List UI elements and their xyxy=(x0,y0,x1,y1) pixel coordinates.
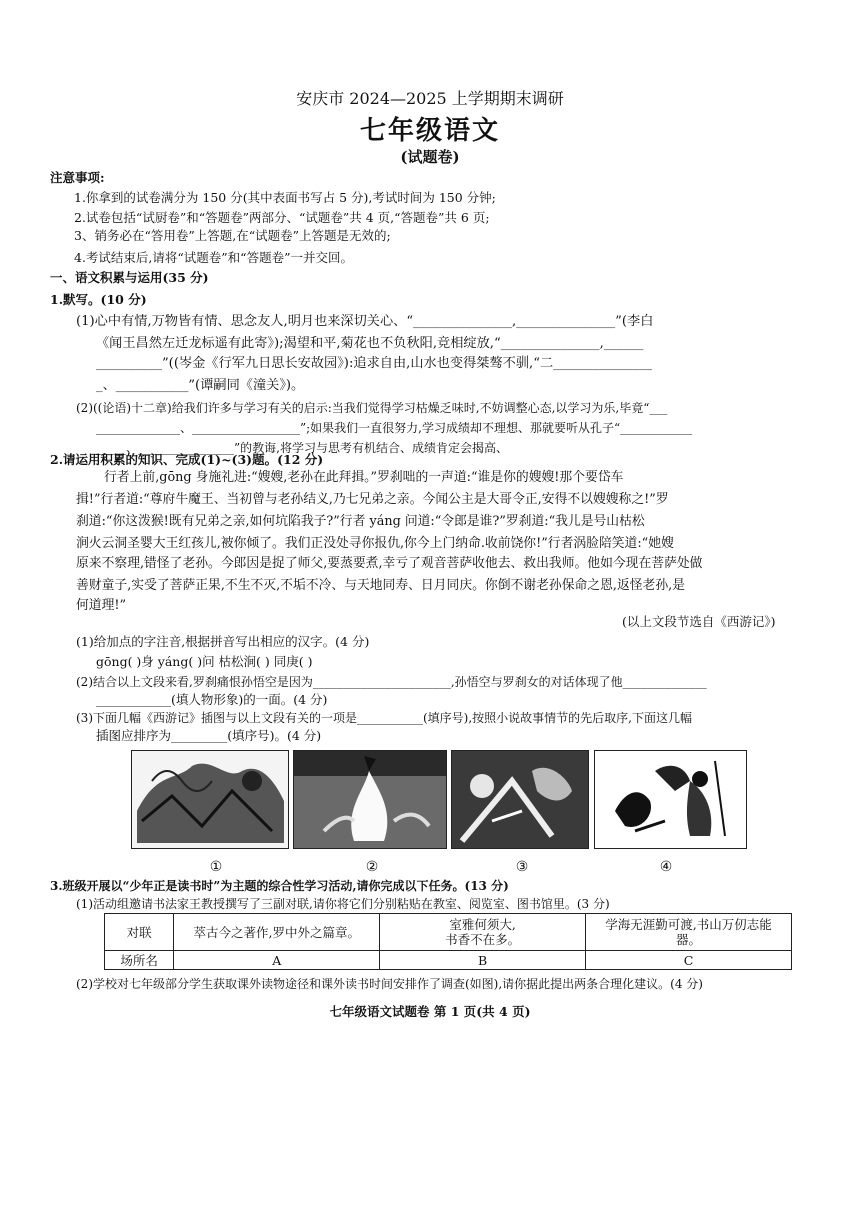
passage-line: 刹道:“你这泼猴!既有兄弟之亲,如何坑陷我子?”行者 yáng 问道:“令郎是谁?”罗刹道:“我儿是号山枯松 xyxy=(76,514,645,529)
illustration-caption: ② xyxy=(365,859,379,875)
couplet-b-line: 室雅何须大, xyxy=(449,917,516,932)
notice-item: 2.试卷包括“试厨卷”和“答题卷”两部分、“试题卷”共 4 页,“答题卷”共 6 页; xyxy=(74,210,490,225)
illustration-caption: ③ xyxy=(515,859,529,875)
exam-header-line: 安庆市 2024—2025 上学期期末调研 xyxy=(296,89,564,108)
passage-line: 行者上前,gōng 身施礼进:“嫂嫂,老孙在此拜揖。”罗刹咄的一声道:“谁是你的嫂嫂!那个要岱车 xyxy=(104,470,624,485)
passage-line: 何道理!” xyxy=(76,598,127,613)
notice-item: 4.考试结束后,请将“试题卷”和“答题卷”一并交回。 xyxy=(74,250,353,265)
page-footer: 七年级语文试题卷 第 1 页(共 4 页) xyxy=(329,1004,531,1019)
illustration-3 xyxy=(451,750,589,849)
table-cell: B xyxy=(380,951,586,970)
table-cell: 萃古今之著作,罗中外之篇章。 xyxy=(174,914,380,951)
couplet-b-line: 书香不在多。 xyxy=(445,932,521,947)
question-1-title: 1.默写。(10 分) xyxy=(50,292,147,307)
illustration-4 xyxy=(594,750,747,849)
illustration-2 xyxy=(293,750,447,849)
passage-line: 善财童子,实受了菩萨正果,不生不灭,不垢不冷、与天地同寿、日月同庆。你倒不谢老孙保命之恩,返怪老孙,是 xyxy=(76,578,685,593)
illustration-1 xyxy=(131,750,289,849)
question-1-line: _、___________”(谭嗣同《潼关》)。 xyxy=(96,378,305,393)
page-subtitle: (试题卷) xyxy=(400,148,460,166)
passage-line: 涧火云洞圣婴大王红孩儿,被你倾了。我们正没处寻你报仇,你今上门纳命.收前饶你!”行者涡脸陪笑道:“她嫂 xyxy=(76,536,674,551)
illustration-caption: ④ xyxy=(659,859,673,875)
question-1-line: ______________、__________________”;如果我们一直很努力,学习成绩却不理想、那就要听从孔子“____________ xyxy=(96,421,693,435)
table-row xyxy=(105,914,792,951)
question-3-sub: (1)活动组邀请书法家王教授撰写了三副对联,请你将它们分别粘贴在教室、阅览室、图书馆里。(3 分) xyxy=(76,897,610,911)
section-heading: 一、语文积累与运用(35 分) xyxy=(50,270,209,285)
question-3-sub: (2)学校对七年级部分学生获取课外读物途径和课外读书时间安排作了调查(如图),请你据此提出两条合理化建议。(4 分) xyxy=(76,977,703,991)
question-1-line: (1)心中有情,万物皆有情、思念友人,明月也来深切关心、“_______________,_______________”(李白 xyxy=(76,314,654,329)
couplet-c-line: 器。 xyxy=(676,932,702,947)
table-cell: A xyxy=(174,951,380,970)
table-cell: C xyxy=(586,951,792,970)
table-cell: 对联 xyxy=(105,914,174,951)
illustration-caption: ① xyxy=(209,859,223,875)
question-1-line: _____、________________”的教诲,将学习与思考有机结合、成绩肯定会揭高、 xyxy=(96,441,508,455)
question-1-line: __________”((岑金《行军九日思长安故园》):追求自由,山水也变得桀骜不驯,“二_______________ xyxy=(96,356,653,371)
question-1-line: 《闻王昌然左迁龙标遥有此寄》);渴望和平,菊花也不负秋阳,竞相绽放,“_______________,______ xyxy=(96,336,644,351)
passage-line: 原来不察理,错怪了老孙。今郎因是捉了师父,要蒸要煮,幸亏了观音菩萨收他去、救出我师。他如今现在菩萨处做 xyxy=(76,556,703,571)
question-2-sub: (3)下面几幅《西游记》插图与以上文段有关的一项是___________(填序号),按照小说故事情节的先后取序,下面这几幅 xyxy=(76,711,692,725)
notice-item: 1.你拿到的试卷满分为 150 分(其中表面书写占 5 分),考试时间为 150 分钟; xyxy=(74,190,496,205)
page-title: 七年级语文 xyxy=(359,116,500,146)
question-2-sub: (1)给加点的字注音,根据拼音写出相应的汉字。(4 分) xyxy=(76,634,370,649)
notice-title: 注意事项: xyxy=(50,170,105,185)
question-2-sub: (2)结合以上文段来看,罗刹痛恨孙悟空是因为_______________________,孙悟空与罗刹女的对话体现了他______________ xyxy=(76,675,707,689)
question-2-sub: gōng( )身 yáng( )问 枯松涧( ) 同庚( ) xyxy=(96,654,313,669)
passage-line: 揖!”行者道:“尊府牛魔王、当初曾与老孙结义,乃七兄弟之亲。今闻公主是大哥令正,安得不以嫂嫂称之!”罗 xyxy=(76,492,669,507)
notice-item: 3、销务必在“答用卷”上答题,在“试题卷”上答题是无效的; xyxy=(74,228,391,243)
passage-source: (以上文段节选自《西游记》) xyxy=(622,614,776,629)
question-3-title: 3.班级开展以“少年正是读书时”为主题的综合性学习活动,请你完成以下任务。(13 分) xyxy=(50,879,509,893)
question-2-title: 2.请运用积累的知识、完成(1)~(3)题。(12 分) xyxy=(50,452,324,467)
table-cell: 场所名 xyxy=(105,951,174,970)
question-2-sub: 插图应排序为_________(填序号)。(4 分) xyxy=(96,728,322,743)
table-row xyxy=(105,951,792,970)
table-cell xyxy=(586,914,792,951)
couplet-table xyxy=(104,913,792,970)
question-1-line: (2)((论语)十二章)给我们许多与学习有关的启示:当我们觉得学习枯燥乏味时,不妨调整心态,以学习为乐,毕竟“___ xyxy=(76,401,668,415)
table-cell xyxy=(380,914,586,951)
question-2-sub: ____________(填人物形象)的一面。(4 分) xyxy=(96,692,328,707)
couplet-c-line: 学海无涯勤可渡,书山万仞志能 xyxy=(605,917,772,932)
